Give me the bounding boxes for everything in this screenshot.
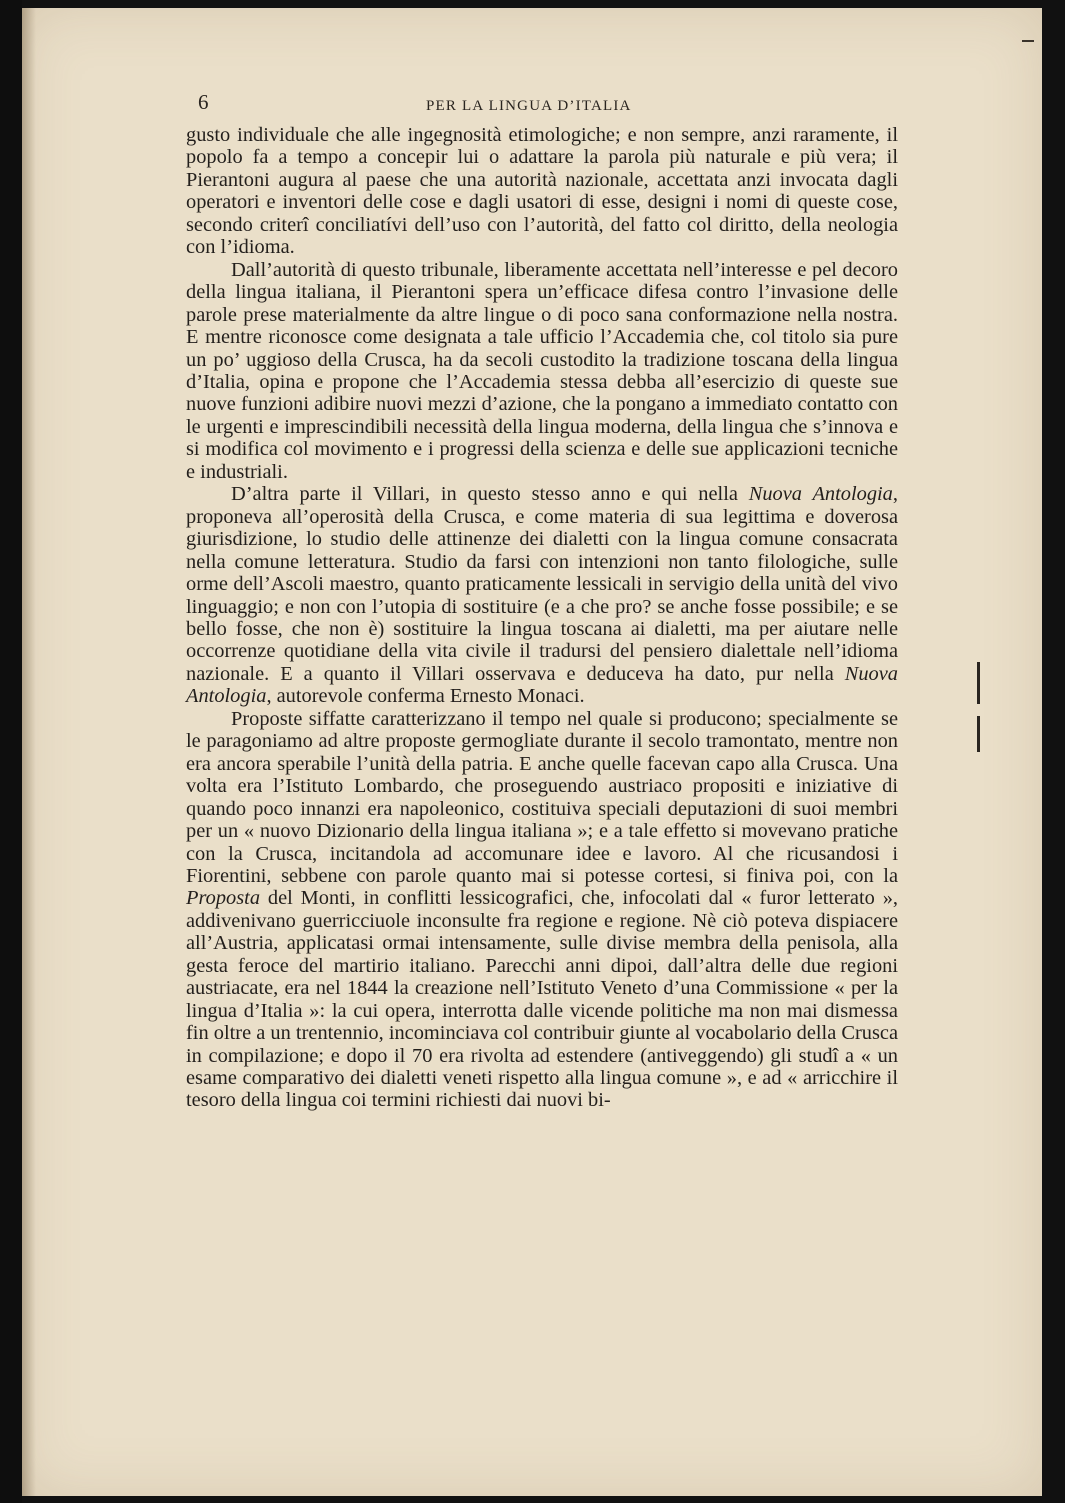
paragraph-4-text-b: del Monti, in conflitti lessicografici, che, infocolati dal « furor letterato », addivenivano guerricciuole inconsulte fra regione e regione. Nè ciò poteva dispiacere all’Austria, applicatasi ormai intensamente, sulle divise membra della penisola, alla gesta feroce del martirio italiano. Parecchi anni dipoi, dall’altra delle due regioni austriacate, era nel 1844 la creazione nell’Istituto Veneto d’una Commissione « per la lingua d’Italia »: la cui opera, interrotta dalle vicende politiche ma non mai dismessa fin oltre a un trentennio, incominciava col contribuir giunte al vocabolario della Crusca in compilazione; e dopo il 70 era rivolta ad estendere (antiveggendo) gli studî a « un esame comparativo dei dialetti veneti rispetto alla lingua comune », e ad « arricchire il tesoro della lingua coi termini richiesti dai nuovi bi- [186, 887, 898, 1112]
print-mark [1022, 40, 1034, 42]
work-title-proposta: Proposta [186, 887, 261, 910]
paragraph-3-text-b: , proponeva all’operosità della Crusca, e come materia di sua legittima e doverosa giurisdizione, lo studio delle attinenze dei dialetti con la lingua comune consacrata nella comune letteratura. Studio da farsi con intenzioni non tanto filologiche, sulle orme dell’Ascoli maestro, quanto praticamente lessicali in servigio della unità del vivo linguaggio; e non con l’utopia di sostituire (e a che pro? se anche fosse possibile; e se bello fosse, che non è) sostituire la lingua toscana ai dialetti, ma per aiutare nelle occorrenze quotidiane della vita civile il tradursi del pensiero dialettale nell’idioma nazionale. E a quanto il Villari osservava e deduceva ha dato, pur nella [186, 483, 898, 685]
running-title: PER LA LINGUA D’ITALIA [426, 98, 632, 114]
book-page [22, 8, 1042, 1496]
running-head [198, 90, 918, 120]
scan-background [0, 0, 22, 1503]
margin-mark [977, 716, 980, 752]
binding-shadow [22, 8, 36, 1496]
body-text [186, 124, 898, 1112]
paragraph-3 [186, 483, 898, 708]
paragraph-1: gusto individuale che alle ingegnosità etimologiche; e non sempre, anzi raramente, il popolo fa a tempo a concepir lui o adattare la parola più naturale e più vera; il Pierantoni augura al paese che una autorità nazionale, accettata anzi invocata dagli operatori e inventori delle cose e dagli usatori di esse, designi i nomi di queste cose, secondo criterî conciliatívi dell’uso con l’autorità, del fatto col diritto, della neologia con l’idioma. [186, 124, 898, 259]
paragraph-4-text-a: Proposte siffatte caratterizzano il tempo nel quale si producono; specialmente se le paragoniamo ad altre proposte germogliate durante il secolo tramontato, mentre non era ancora sperabile l’unità della patria. E anche quelle facevan capo alla Crusca. Una volta era l’Istituto Lombardo, che proseguendo austriaco propositi e iniziative di quando poco innanzi era napoleonico, costituiva speciali deputazioni di suoi membri per un « nuovo Dizionario della lingua italiana »; e a tale effetto si movevano pratiche con la Crusca, incitandola ad accomunare idee e lavoro. Al che ricusandosi i Fiorentini, sebbene con parole quanto mai si potesse cortesi, si finiva poi, con la [186, 707, 898, 887]
page-number: 6 [198, 90, 209, 114]
journal-title-nuova-antologia: Nuova Antologia [748, 483, 893, 506]
paragraph-3-text-c: , autorevole conferma Ernesto Monaci. [266, 685, 585, 708]
margin-mark [977, 662, 980, 704]
paragraph-3-text-a: D’altra parte il Villari, in questo stesso anno e qui nella [231, 483, 749, 506]
paragraph-2: Dall’autorità di questo tribunale, liberamente accettata nell’interesse e pel decoro della lingua italiana, il Pierantoni spera un’efficace difesa contro l’invasione delle parole prese materialmente da altre lingue o di poco sana conformazione nella nostra. E mentre riconosce come designata a tale ufficio l’Accademia che, col titolo sia pure un po’ uggioso della Crusca, ha da secoli custodito la tradizione toscana della lingua d’Italia, opina e propone che l’Accademia stessa debba all’esercizio di queste sue nuove funzioni adibire nuovi mezzi d’azione, che la pongano a immediato contatto con le urgenti e imprescindibili necessità della lingua moderna, della lingua che s’innova e si modifica col movimento e i progressi della scienza e delle sue applicazioni tecniche e industriali. [186, 258, 898, 483]
journal-title-nuova-antologia-2: Nuova Antologia [186, 662, 898, 708]
paragraph-4 [186, 708, 898, 1112]
